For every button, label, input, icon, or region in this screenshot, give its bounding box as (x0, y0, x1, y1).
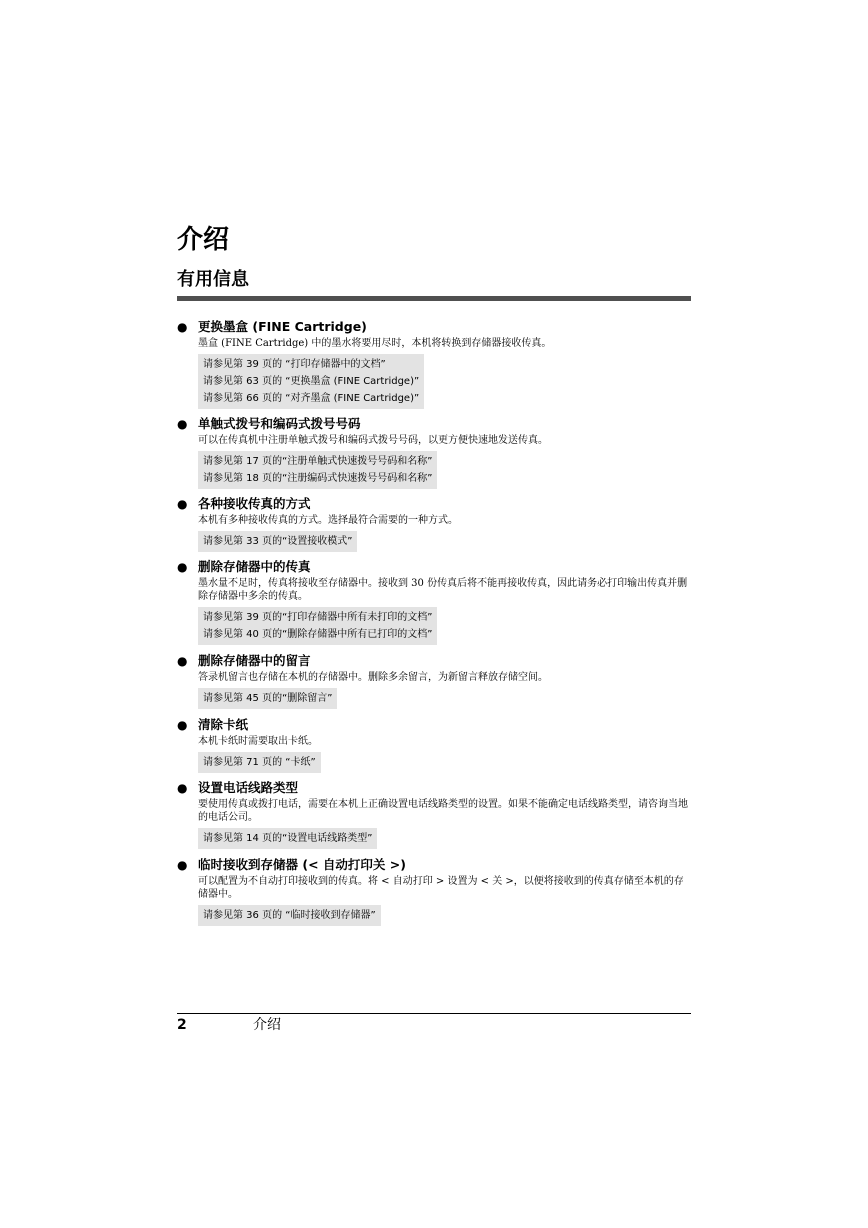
footer-title: 介绍 (253, 1017, 281, 1033)
bullet-icon: ● (177, 560, 188, 574)
reference-line: 请参见第 63 页的 “更换墨盒 (FINE Cartridge)” (203, 376, 420, 387)
reference-line: 请参见第 14 页的“设置电话线路类型” (203, 833, 373, 844)
reference-box (198, 828, 377, 849)
bullet-icon: ● (177, 858, 188, 872)
item-heading (177, 318, 691, 336)
reference-box (198, 905, 381, 926)
reference-line: 请参见第 66 页的 “对齐墨盒 (FINE Cartridge)” (203, 393, 420, 404)
reference-line: 请参见第 17 页的“注册单触式快速拨号号码和名称” (203, 456, 433, 467)
item-description: 本机有多种接收传真的方式。选择最符合需要的一种方式。 (198, 515, 458, 526)
item-description: 答录机留言也存储在本机的存储器中。删除多余留言，为新留言释放存储空间。 (198, 672, 548, 683)
item-heading (177, 652, 691, 670)
reference-box (198, 531, 357, 552)
reference-line: 请参见第 33 页的“设置接收模式” (203, 536, 353, 547)
info-item (177, 415, 691, 489)
item-description: 可以配置为不自动打印接收到的传真。将 < 自动打印 > 设置为 < 关 >，以便将接收到的传真存储至本机的存储器中。 (198, 876, 684, 900)
item-title: 删除存储器中的留言 (198, 653, 311, 668)
bullet-icon: ● (177, 718, 188, 732)
bullet-icon: ● (177, 781, 188, 795)
item-title: 清除卡纸 (198, 717, 249, 732)
info-item (177, 716, 691, 773)
item-description: 墨盒 (FINE Cartridge) 中的墨水将要用尽时，本机将转换到存储器接收传真。 (198, 338, 552, 349)
item-heading (177, 415, 691, 433)
reference-line: 请参见第 40 页的“删除存储器中所有已打印的文档” (203, 629, 433, 640)
info-item (177, 495, 691, 552)
reference-line: 请参见第 71 页的 “卡纸” (203, 757, 316, 768)
item-heading (177, 779, 691, 797)
bullet-icon: ● (177, 497, 188, 511)
item-heading (177, 716, 691, 734)
section-title: 有用信息 (177, 269, 249, 290)
reference-line: 请参见第 36 页的 “临时接收到存储器” (203, 910, 376, 921)
item-description: 墨水量不足时，传真将接收至存储器中。接收到 30 份传真后将不能再接收传真，因此请务必打印输出传真并删除存储器中多余的传真。 (198, 578, 688, 602)
info-item (177, 318, 691, 409)
bullet-icon: ● (177, 417, 188, 431)
item-heading (177, 856, 691, 874)
reference-line: 请参见第 39 页的 “打印存储器中的文档” (203, 359, 386, 370)
reference-line: 请参见第 18 页的“注册编码式快速拨号号码和名称” (203, 473, 433, 484)
item-heading (177, 558, 691, 576)
reference-box (198, 451, 437, 489)
section-divider (177, 296, 691, 301)
bullet-icon: ● (177, 320, 188, 334)
item-description: 可以在传真机中注册单触式拨号和编码式拨号号码，以更方便快速地发送传真。 (198, 435, 548, 446)
item-description: 本机卡纸时需要取出卡纸。 (198, 736, 318, 747)
reference-box (198, 752, 321, 773)
info-item (177, 856, 691, 926)
page-number: 2 (177, 1017, 187, 1033)
item-title: 临时接收到存储器 (< 自动打印关 >) (198, 857, 406, 872)
reference-line: 请参见第 45 页的“删除留言” (203, 693, 333, 704)
reference-box (198, 688, 337, 709)
item-description: 要使用传真或拨打电话，需要在本机上正确设置电话线路类型的设置。如果不能确定电话线路类型，请咨询当地的电话公司。 (198, 799, 688, 823)
info-item (177, 558, 691, 645)
info-item (177, 652, 691, 709)
item-title: 设置电话线路类型 (198, 780, 299, 795)
item-title: 删除存储器中的传真 (198, 559, 311, 574)
info-item (177, 779, 691, 849)
reference-box (198, 354, 424, 409)
reference-box (198, 607, 437, 645)
footer-divider (177, 1013, 691, 1014)
item-title: 各种接收传真的方式 (198, 496, 311, 511)
item-heading (177, 495, 691, 513)
item-title: 单触式拨号和编码式拨号号码 (198, 416, 361, 431)
page-title: 介绍 (177, 225, 230, 255)
item-title: 更换墨盒 (FINE Cartridge) (198, 319, 367, 334)
reference-line: 请参见第 39 页的“打印存储器中所有未打印的文档” (203, 612, 433, 623)
bullet-icon: ● (177, 654, 188, 668)
